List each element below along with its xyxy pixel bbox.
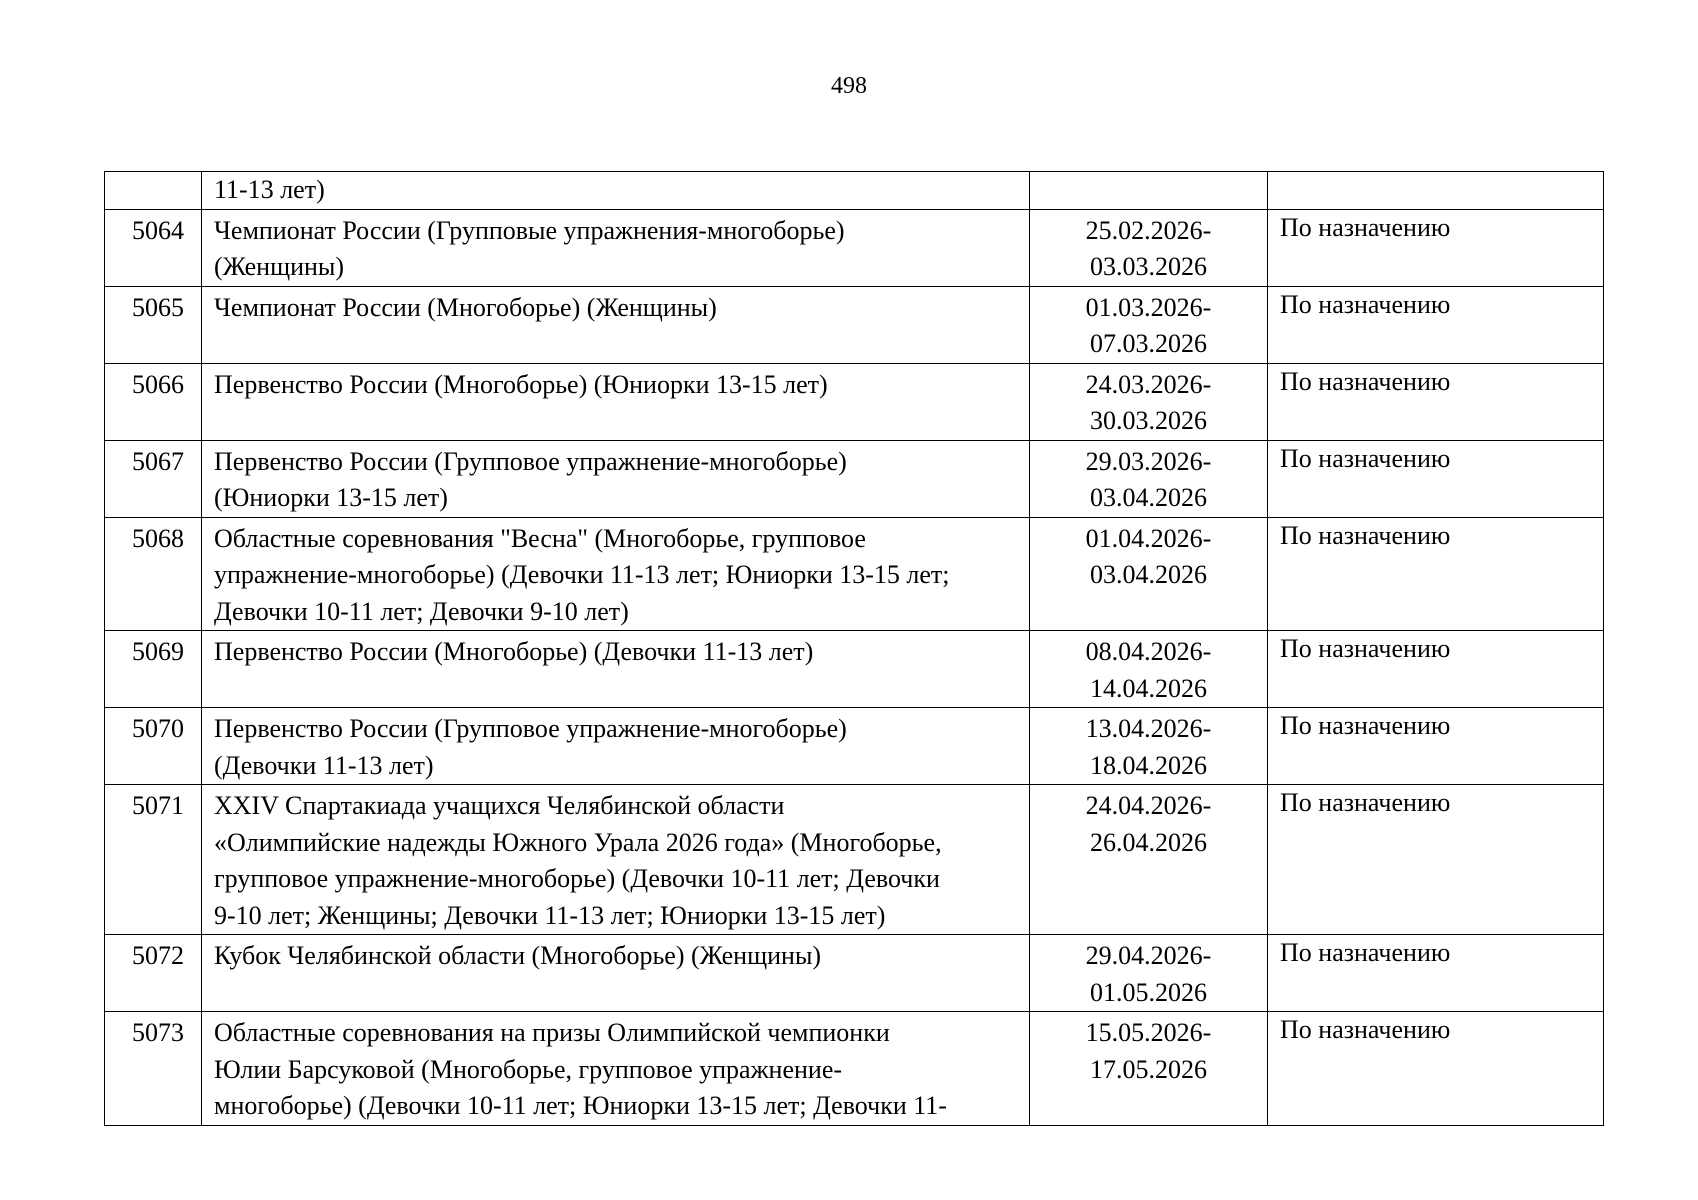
cell-event-name: Первенство России (Групповое упражнение-многоборье) (Девочки 11-13 лет) <box>202 708 1030 785</box>
cell-place: По назначению <box>1268 209 1604 286</box>
cell-number: 5065 <box>105 286 202 363</box>
cell-number: 5069 <box>105 631 202 708</box>
cell-event-name: XXIV Спартакиада учащихся Челябинской области «Олимпийские надежды Южного Урала 2026 года» (Многоборье, групповое упражнение-многоборье) (Девочки 10-11 лет; Девочки 9-10 лет; Женщины; Девочки 11-13 лет; Юниорки 13-15 лет) <box>202 785 1030 935</box>
cell-event-name: Областные соревнования "Весна" (Многоборье, групповое упражнение-многоборье) (Девочки 11-13 лет; Юниорки 13-15 лет; Девочки 10-11 лет; Девочки 9-10 лет) <box>202 517 1030 631</box>
table-row <box>105 708 1604 785</box>
cell-number: 5064 <box>105 209 202 286</box>
table-row-continuation <box>105 172 1604 210</box>
cell-dates: 15.05.2026- 17.05.2026 <box>1030 1012 1268 1126</box>
page-number: 498 <box>831 73 867 99</box>
table-row <box>105 209 1604 286</box>
table-row <box>105 631 1604 708</box>
cell-event-name: Кубок Челябинской области (Многоборье) (Женщины) <box>202 935 1030 1012</box>
cell-place: По назначению <box>1268 440 1604 517</box>
cell-dates: 01.04.2026- 03.04.2026 <box>1030 517 1268 631</box>
table-row <box>105 785 1604 935</box>
cell-event-name: Первенство России (Групповое упражнение-многоборье) (Юниорки 13-15 лет) <box>202 440 1030 517</box>
cell-number: 5066 <box>105 363 202 440</box>
cell-number: 5071 <box>105 785 202 935</box>
cell-place: По назначению <box>1268 363 1604 440</box>
cell-dates: 29.03.2026- 03.04.2026 <box>1030 440 1268 517</box>
cell-number: 5073 <box>105 1012 202 1126</box>
cell-dates: 24.04.2026- 26.04.2026 <box>1030 785 1268 935</box>
cell-dates: 24.03.2026- 30.03.2026 <box>1030 363 1268 440</box>
events-table-body <box>105 172 1604 1126</box>
table-row <box>105 935 1604 1012</box>
cell-event-name: Первенство России (Многоборье) (Юниорки 13-15 лет) <box>202 363 1030 440</box>
cell-number: 5072 <box>105 935 202 1012</box>
cell-place: По назначению <box>1268 1012 1604 1126</box>
cell-dates: 13.04.2026- 18.04.2026 <box>1030 708 1268 785</box>
table-row <box>105 517 1604 631</box>
cell-place: По назначению <box>1268 935 1604 1012</box>
events-table <box>104 171 1604 1126</box>
table-row <box>105 440 1604 517</box>
table-row <box>105 286 1604 363</box>
cell-event-name: Чемпионат России (Групповые упражнения-многоборье) (Женщины) <box>202 209 1030 286</box>
cell-event-name: 11-13 лет) <box>202 172 1030 210</box>
cell-dates: 01.03.2026- 07.03.2026 <box>1030 286 1268 363</box>
cell-place <box>1268 172 1604 210</box>
cell-place: По назначению <box>1268 708 1604 785</box>
cell-dates <box>1030 172 1268 210</box>
cell-dates: 25.02.2026- 03.03.2026 <box>1030 209 1268 286</box>
cell-place: По назначению <box>1268 517 1604 631</box>
cell-number: 5068 <box>105 517 202 631</box>
cell-number: 5067 <box>105 440 202 517</box>
cell-place: По назначению <box>1268 286 1604 363</box>
cell-place: По назначению <box>1268 785 1604 935</box>
table-row <box>105 363 1604 440</box>
cell-event-name: Первенство России (Многоборье) (Девочки 11-13 лет) <box>202 631 1030 708</box>
cell-dates: 08.04.2026- 14.04.2026 <box>1030 631 1268 708</box>
cell-event-name: Областные соревнования на призы Олимпийской чемпионки Юлии Барсуковой (Многоборье, групповое упражнение- многоборье) (Девочки 10-11 лет; Юниорки 13-15 лет; Девочки 11- <box>202 1012 1030 1126</box>
cell-event-name: Чемпионат России (Многоборье) (Женщины) <box>202 286 1030 363</box>
cell-number <box>105 172 202 210</box>
table-row <box>105 1012 1604 1126</box>
cell-dates: 29.04.2026- 01.05.2026 <box>1030 935 1268 1012</box>
cell-number: 5070 <box>105 708 202 785</box>
cell-place: По назначению <box>1268 631 1604 708</box>
